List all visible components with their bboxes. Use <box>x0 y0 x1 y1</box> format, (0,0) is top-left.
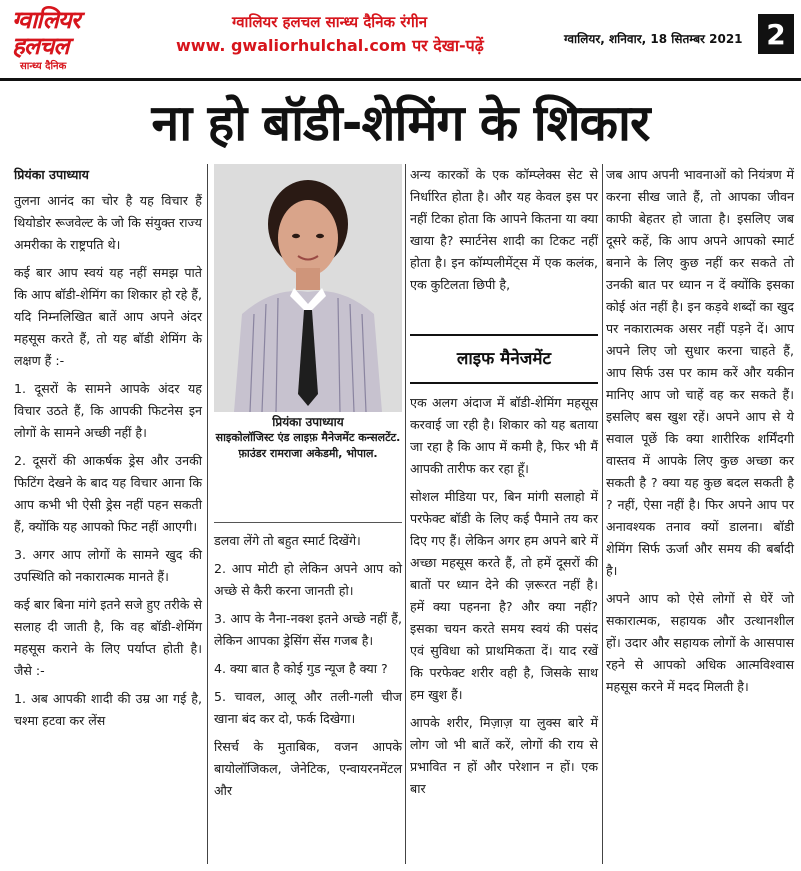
paragraph: जब आप अपनी भावनाओं को नियंत्रण में करना सीख जाते हैं, तो आपका जीवन काफी बेहतर हो जाता है। इसलिए जब दूसरे कहें, कि आप अपने आपको स्मार्ट बनाने के लिए कुछ नहीं कर सकते तो उनकी बात पर ध्यान न दें क्योंकि इसका कोई अंत नहीं है। इन कड़वे शब्दों का खुद पर नकारात्मक असर नहीं पड़ने दें। आप अपने लिए जो सुधार करना चाहते हैं, आप सिर्फ उस पर काम करें और यकीन मानिए आप जो चाहें वह कर सकते हैं। इसलिए बस खुश रहें। अपने आप से ये सवाल पूछें कि क्या शारीरिक शर्मिंदगी वास्तव में आपके लिए कुछ अच्छा कर सकती है ? क्या यह कुछ बदल सकती है ? नहीं, ऐसा नहीं है। फिर अपने आप पर अनावश्यक तनाव क्यों डालना। बॉडी शेमिंग सिर्फ ऊर्जा और समय की बर्बादी है। <box>606 167 794 578</box>
column-2 <box>214 530 402 808</box>
caption-role: साइकोलॉजिस्ट एंड लाइफ़ मैनेजमेंट कन्सलटेंट. <box>215 431 401 444</box>
column-divider <box>207 164 208 864</box>
paragraph: डलवा लेंगे तो बहुत स्मार्ट दिखेंगे। <box>214 533 361 548</box>
caption-name: प्रियंका उपाध्याय <box>272 415 344 429</box>
logo-line-3: सान्ध्य दैनिक <box>20 61 67 72</box>
caption-rule <box>214 522 402 523</box>
paragraph: 2. आप मोटी हो लेकिन अपने आप को अच्छे से कैरी करना जानती हो। <box>214 561 402 598</box>
paragraph: कई बार आप स्वयं यह नहीं समझ पाते कि आप बॉडी-शेमिंग का शिकार हो रहे हैं, यदि निम्नलिखित बातें आप अपने अंदर महसूस करते हैं, तो यह बॉडी शेमिंग के लक्षण हैं :- <box>14 265 202 368</box>
author-photo <box>214 164 402 412</box>
column-3-continued <box>410 392 598 806</box>
column-divider <box>602 164 603 864</box>
logo-line-2: हलचल <box>12 31 69 60</box>
paragraph: 3. आप के नैना-नक्श इतने अच्छे नहीं हैं, लेकिन आपका ड्रेसिंग सेंस गजब है। <box>214 611 402 648</box>
page-number: 2 <box>758 14 794 54</box>
byline: प्रियंका उपाध्याय <box>14 167 89 182</box>
paragraph: 2. दूसरों की आकर्षक ड्रेस और उनकी फिटिंग देखने के बाद यह विचार आना कि आप कभी भी ऐसी ड्रेस नहीं पहन सकती हैं, क्योंकि यह आपको फिट नहीं आएगी। <box>14 453 202 534</box>
paragraph: आपके शरीर, मिज़ाज़ या लुक्स बारे में लोग जो भी बातें करें, लोगों की राय से प्रभावित न हों और परेशान न हों। एक बार <box>410 715 598 796</box>
paragraph: सोशल मीडिया पर, बिन मांगी सलाहो में परफेक्ट बॉडी के लिए कई पैमाने तय कर दिए गए हैं। लेकिन अगर हम अपने बारे में अच्छा महसूस करते हैं, तो हमें दूसरों की बातों पर ध्यान देने की ज़रूरत नहीं है। हमें क्या पहनना है? और क्या नहीं? इसका चयन करते समय स्वयं की पसंद एवं सुविधा को प्राथमिकता दें। याद रखें कि परफेक्ट शरीर वही है, जिसके साथ हम खुश हैं। <box>410 489 598 702</box>
section-subhead: लाइफ मैनेजमेंट <box>410 334 598 384</box>
masthead <box>0 0 801 78</box>
photo-caption <box>214 414 402 462</box>
paragraph: रिसर्च के मुताबिक, वजन आपके बायोलॉजिकल, जेनेटिक, एन्वायरनमेंटल और <box>214 739 402 798</box>
paragraph: कई बार बिना मांगे इतने सजे हुए तरीके से सलाह दी जाती है, कि वह बॉडी-शेमिंग महसूस कराने के लिए पर्याप्त होती है। जैसे :- <box>14 597 202 678</box>
paragraph: अपने आप को ऐसे लोगों से घेरें जो सकारात्मक, सहायक और उत्थानशील हों। उदार और सहायक लोगों के आसपास रहने से आपको अधिक आत्मविश्वास महसूस करने में मदद मिलती है। <box>606 591 794 694</box>
headline: ना हो बॉडी-शेमिंग के शिकार <box>151 94 650 152</box>
paragraph: अन्य कारकों के एक कॉम्प्लेक्स सेट से निर्धारित होता है। और यह केवल इस पर नहीं टिका होता कि आपने कितना या क्या खाया है? स्मार्टनेस शादी का टिकट नहीं होता है। इन कॉम्पलीमेंट्स में एक कलंक, एक कुटिलता छिपी है, <box>410 167 598 292</box>
paragraph: 5. चावल, आलू और तली-गली चीज खाना बंद कर दो, फर्क दिखेगा। <box>214 689 402 726</box>
paragraph: 1. दूसरों के सामने आपके अंदर यह विचार उठते हैं, कि आपकी फिटनेस इन लोगों के सामने अच्छी नहीं है। <box>14 381 202 440</box>
logo-line-1: ग्वालियर <box>12 5 80 34</box>
dateline: ग्वालियर, शनिवार, 18 सितम्बर 2021 <box>564 32 743 46</box>
newspaper-logo <box>6 6 124 70</box>
masthead-rule <box>0 78 801 81</box>
column-1 <box>14 164 202 738</box>
paragraph: 4. क्या बात है कोई गुड न्यूज है क्या ? <box>214 661 388 676</box>
column-3 <box>410 164 598 302</box>
column-divider <box>405 164 406 864</box>
paragraph: तुलना आनंद का चोर है यह विचार हैं थियोडोर रूजवेल्ट के जो कि संयुक्त राज्य अमरीका के राष्ट्रपति थे। <box>14 193 202 252</box>
column-4 <box>606 164 794 704</box>
paragraph: 1. अब आपकी शादी की उम्र आ गई है, चश्मा हटवा कर लेंस <box>14 691 202 728</box>
masthead-tagline: ग्वालियर हलचल सान्ध्य दैनिक रंगीन <box>232 13 428 31</box>
caption-org: फ़ाउंडर रामराजा अकेडमी, भोपाल. <box>238 447 378 460</box>
paragraph: 3. अगर आप लोगों के सामने खुद की उपस्थिति को नकारात्मक मानते हैं। <box>14 547 202 584</box>
paragraph: एक अलग अंदाज में बॉडी-शेमिंग महसूस करवाई जा रही है। शिकार को यह बताया जा रहा है कि आप में कमी है, फिर भी मैं आपकी तारीफ कर रहा हूँ। <box>410 395 598 476</box>
masthead-website: www. gwaliorhulchal.com पर देखा-पढ़ें <box>176 36 484 55</box>
